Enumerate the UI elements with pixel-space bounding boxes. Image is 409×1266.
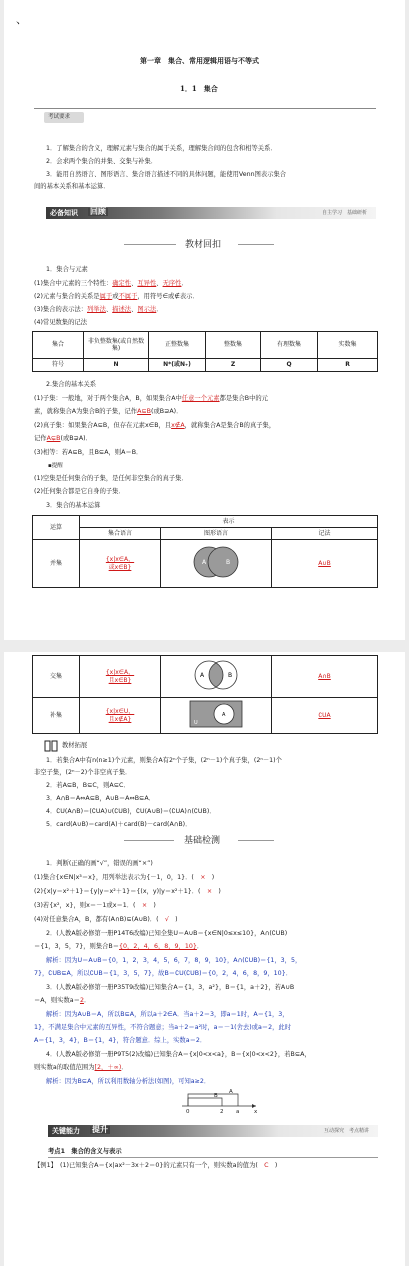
q2-line-1: 2．(人教A版必修第一册P14T6改编)已知全集U＝A∪B＝{x∈N|0≤x≤10}，A∩(∁UB) (46, 930, 288, 937)
table-header: 集合 (33, 332, 84, 359)
banner1-title-left: 必备知识 (50, 209, 78, 217)
operations-table (32, 515, 378, 588)
q2-solution-1: 解析：因为U＝A∪B＝{0，1，2，3，4，5，6，7，8，9，10}，A∩(∁UB)＝{1，3，5， (46, 957, 302, 964)
svg-text:B: B (226, 559, 231, 567)
example-1: 【例1】 (1)已知集合A＝{x|ax²－3x＋2＝0}的元素只有一个，则实数a的值为( C ) (34, 1162, 278, 1169)
numline-tick-x: x (254, 1109, 258, 1115)
q4-line-2: 则实数a的取值范围为[2，＋∞)． (34, 1064, 128, 1071)
requirement-3: 3．能用自然语言、图形语言、集合语言描述不同的具体问题，能使用Venn图表示集合 (46, 171, 287, 178)
table-cell: R (318, 359, 378, 372)
requirements-label: 考试要求 (48, 114, 71, 120)
venn-intersection-icon (186, 656, 246, 694)
complement-set-language: {x|x∈U， 且x∉A} (80, 698, 161, 734)
intersection-set-language: {x|x∈A， 且x∈B} (80, 656, 161, 698)
extension-1: 1．若集合A中有n(n≥1)个元素，则集合A有2ⁿ个子集，(2ⁿ－1)个真子集，(2ⁿ－1)个 (46, 757, 282, 764)
table-header: 集合语言 (80, 528, 161, 540)
book-icon (44, 740, 58, 752)
topic-divider (48, 1157, 378, 1158)
q1-item-3: (3)若{x²，x}，则x＝－1或x＝1．( × ) (34, 902, 156, 909)
q1-title: 1．判断(正确的画“√”，错误的画“×”) (46, 860, 153, 867)
union-venn-diagram (161, 540, 272, 588)
table-header: 图形语言 (161, 528, 272, 540)
svg-text:U: U (194, 720, 198, 727)
proper-subset-line-1: (2)真子集：如果集合A⊆B，但存在元素x∈B，且x∉A，就称集合A是集合B的真子集， (34, 422, 276, 429)
line-representations: (3)集合的表示法：列举法、描述法、图示法． (34, 306, 163, 313)
requirement-3-cont: 间的基本关系和基本运算． (34, 183, 110, 190)
topic-1-title: 考点1 集合的含义与表示 (48, 1148, 122, 1155)
q2-line-2: ＝{1，3，5，7}，则集合B＝{0，2，4，6，8，9，10}． (34, 943, 204, 950)
sec2-title: 2.集合的基本关系 (46, 381, 97, 388)
extension-title: 教材拓展 (62, 742, 88, 749)
table-header: 正整数集 (149, 332, 206, 359)
line-set-traits: (1)集合中元素的三个特性：确定性、互异性、无序性． (34, 280, 188, 287)
banner2-title-right: 提升 (92, 1125, 108, 1134)
intersection-notation: A∩B (272, 656, 378, 698)
table-cell: 符号 (33, 359, 84, 372)
hint-label: ▪提醒 (48, 463, 63, 469)
hint-1: (1)空集是任何集合的子集，是任何非空集合的真子集． (34, 475, 188, 482)
table-header: 非负整数集(或自然数集) (84, 332, 149, 359)
number-sets-table (32, 331, 378, 372)
requirement-2: 2．会求两个集合的并集、交集与补集． (46, 158, 158, 165)
q3-solution-1: 解析：因为A∪B＝A，所以B⊆A，所以a＋2∈A．当a＋2＝3，即a＝1时，A＝{1，3， (46, 1011, 289, 1018)
banner1-title-right: 回顾 (90, 207, 106, 216)
table-header: 记法 (272, 528, 378, 540)
table-header: 运算 (33, 516, 80, 540)
requirements-divider (34, 108, 376, 129)
numline-tick-a: a (236, 1109, 240, 1115)
q3-solution-2: 1}，不满足集合中元素的互异性，不符合题意；当a＋2＝a²时，a＝－1(舍去)或a＝2，此时 (34, 1024, 291, 1031)
operations-table-continued (32, 655, 378, 734)
union-label: 并集 (33, 540, 80, 588)
extension-4: 4．∁U(A∩B)＝(∁UA)∪(∁UB)，∁U(A∪B)＝(∁UA)∩(∁UB)． (46, 808, 216, 815)
table-cell: N*(或N₊) (149, 359, 206, 372)
q1-item-4: (4)对任意集合A，B，都有(A∩B)⊆(A∪B)．( √ ) (34, 916, 178, 923)
line-common-sets: (4)常见数集的记法 (34, 319, 87, 326)
q1-item-1: (1)集合{x∈N|x³＝x}，用列举法表示为{－1，0，1}．( × ) (34, 874, 215, 881)
subhead-review: 教材回扣 (185, 240, 222, 250)
q2-solution-2: 7}，∁UB⊆A，所以∁UB＝{1，3，5，7}，故B＝∁U(∁UB)＝{0，2，4，6，8，9，10}． (34, 970, 292, 977)
complement-notation: ∁UA (272, 698, 378, 734)
union-set-language: {x|x∈A， 或x∈B} (80, 540, 161, 588)
q3-line-1: 3．(人教A版必修第一册P35T9改编)已知集合A＝{1，3，a²}，B＝{1，a＋2}，若A∪B (46, 984, 295, 991)
chapter-title: 第一章 集合、常用逻辑用语与不等式 (140, 56, 259, 65)
banner1-note: 自主学习 基础研析 (322, 210, 368, 216)
q3-line-2: ＝A，则实数a＝2． (34, 997, 91, 1004)
table-header: 实数集 (318, 332, 378, 359)
q4-solution: 解析：因为B⊆A，所以利用数轴分析法(如图)，可知a≥2． (46, 1078, 211, 1085)
q1-item-2: (2){x|y＝x²＋1}＝{y|y＝x²＋1}＝{(x，y)|y＝x²＋1}．( × ) (34, 888, 221, 895)
q4-line-1: 4．(人教A版必修第一册P9T5(2)改编)已知集合A＝{x|0<x<a}，B＝{x|0<x<2}，若B⊆A， (46, 1051, 311, 1058)
extension-5: 5．card(A∪B)＝card(A)＋card(B)－card(A∩B)． (46, 821, 192, 828)
table-cell: N (84, 359, 149, 372)
document-page-2 (4, 652, 405, 1266)
hint-2: (2)任何集合都是它自身的子集． (34, 488, 125, 495)
table-header: 有理数集 (261, 332, 318, 359)
table-cell: Z (206, 359, 261, 372)
subhead-basic-test: 基础检测 (184, 836, 221, 846)
line-element-relation: (2)元素与集合的关系是属于或不属于，用符号∈或∉表示． (34, 293, 199, 300)
numline-label-b: B (214, 1093, 218, 1099)
svg-text:A: A (200, 672, 205, 680)
banner2-note: 互动探究 考点精讲 (324, 1128, 370, 1134)
numline-tick-2: 2 (220, 1109, 224, 1115)
svg-text:B: B (228, 672, 233, 680)
numline-tick-0: 0 (186, 1109, 190, 1115)
union-notation: A∪B (272, 540, 378, 588)
document-page-1 (4, 0, 405, 640)
sec1-title: 1．集合与元素 (46, 266, 88, 273)
extension-2: 2．若A⊆B，B⊆C，则A⊆C． (46, 782, 130, 789)
table-cell: Q (261, 359, 318, 372)
numline-label-a: A (229, 1089, 233, 1095)
banner2-title-left: 关键能力 (52, 1127, 80, 1135)
requirement-1: 1．了解集合的含义，理解元素与集合的属于关系，理解集合间的包含和相等关系． (46, 145, 277, 152)
table-header: 整数集 (206, 332, 261, 359)
svg-text:A: A (202, 559, 207, 567)
venn-union-icon (186, 542, 246, 582)
corner-mark: 、 (16, 13, 27, 26)
intersection-label: 交集 (33, 656, 80, 698)
svg-text:A: A (222, 712, 226, 719)
table-header: 表示 (80, 516, 378, 528)
equality-line: (3)相等：若A⊆B，且B⊆A，则A＝B． (34, 449, 143, 456)
subset-line-2: 素，就称集合A为集合B的子集，记作A⊆B(或B⊇A)． (34, 408, 183, 415)
complement-venn-diagram (161, 698, 272, 734)
extension-1-cont: 非空子集，(2ⁿ－2)个非空真子集． (34, 769, 132, 776)
venn-complement-icon (186, 699, 246, 729)
complement-label: 补集 (33, 698, 80, 734)
sec3-title: 3．集合的基本运算 (46, 502, 101, 509)
extension-3: 3．A∩B＝A⇔A⊆B，A∪B＝A⇔B⊆A． (46, 795, 155, 802)
q3-solution-3: A＝{1，3，4}，B＝{1，4}，符合题意．综上，实数a＝2． (34, 1037, 207, 1044)
section-title: 1．1 集合 (180, 84, 218, 93)
intersection-venn-diagram (161, 656, 272, 698)
subset-line-1: (1)子集：一般地，对于两个集合A，B，如果集合A中任意一个元素都是集合B中的元 (34, 395, 268, 402)
proper-subset-line-2: 记作A⊊B(或B⊋A)． (34, 435, 92, 442)
